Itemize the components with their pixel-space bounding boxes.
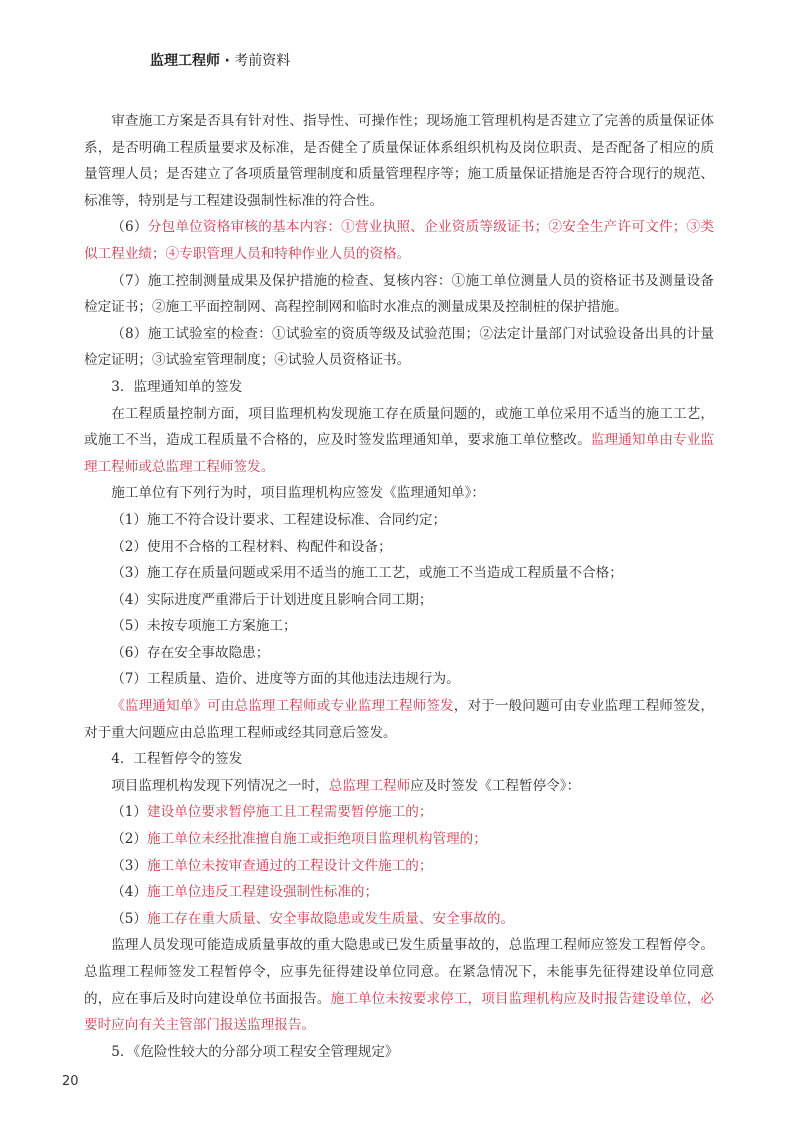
highlighted-text: 施工存在重大质量、安全事故隐患或发生质量、安全事故的。 xyxy=(147,910,515,927)
paragraph xyxy=(84,587,714,614)
paragraph-text: （4）实际进度严重滞后于计划进度且影响合同工期； xyxy=(111,591,433,608)
paragraph-text: （3）施工存在质量问题或采用不适当的施工工艺，或施工不当造成工程质量不合格； xyxy=(111,565,623,582)
paragraph xyxy=(84,507,714,534)
paragraph-text: （3） xyxy=(111,857,148,874)
paragraph-text: 3．监理通知单的签发 xyxy=(111,378,243,395)
paragraph-text: （1）施工不符合设计要求、工程建设标准、合同约定； xyxy=(111,511,447,528)
paragraph xyxy=(84,534,714,561)
highlighted-text: 施工单位未经批准擅自施工或拒绝项目监理机构管理的； xyxy=(147,831,487,848)
highlighted-text: 总监理工程师 xyxy=(328,777,411,794)
page-header xyxy=(150,50,290,70)
highlighted-text: 建设单位要求暂停施工且工程需要暂停施工的； xyxy=(147,804,433,821)
paragraph-text: 审查施工方案是否具有针对性、指导性、可操作性；现场施工管理机构是否建立了完善的质量保证体系，是否明确工程质量要求及标准，是否健全了质量保证体系组织机构及岗位职责、是否配备了相应的质量管理人员；是否建立了各项质量管理制度和质量管理程序等；施工质量保证措施是否符合现行的规范、标准等，特别是与工程建设强制性标准的符合性。 xyxy=(84,113,714,209)
paragraph xyxy=(84,932,714,1038)
paragraph xyxy=(84,214,714,267)
paragraph xyxy=(84,268,714,321)
paragraph xyxy=(84,640,714,667)
paragraph xyxy=(84,401,714,481)
highlighted-text: 施工单位未按要求停工，项目监理机构应及时报告建设单位，必要时应向有关主管部门报送监理报告。 xyxy=(84,990,714,1034)
highlighted-text: 分包单位资格审核的基本内容：①营业执照、企业资质等级证书；②安全生产许可文件；③类似工程业绩；④专职管理人员和特种作业人员的资格。 xyxy=(84,219,714,262)
highlighted-text: 监理通知单由专业监理工程师或总监理工程师签发。 xyxy=(84,432,715,475)
paragraph xyxy=(84,879,714,906)
paragraph-text: 应及时签发《工程暂停令》： xyxy=(410,777,581,794)
header-subtitle: 考前资料 xyxy=(234,53,291,69)
header-title: 监理工程师 xyxy=(150,53,220,69)
highlighted-text: 《监理通知单》可由总监理工程师或专业监理工程师签发 xyxy=(111,698,454,715)
paragraph-text: （6）存在安全事故隐患； xyxy=(111,644,270,661)
paragraph xyxy=(84,480,714,507)
paragraph xyxy=(84,613,714,640)
paragraph-text: （5） xyxy=(111,910,148,927)
paragraph xyxy=(84,826,714,853)
paragraph-text: （8）施工试验室的检查：①试验室的资质等级及试验范围；②法定计量部门对试验设备出具的计量检定证明；③试验室管理制度；④试验人员资格证书。 xyxy=(84,325,714,369)
paragraph xyxy=(84,853,714,880)
highlighted-text: 施工单位未按审查通过的工程设计文件施工的； xyxy=(147,857,433,874)
paragraph xyxy=(84,746,714,773)
paragraph-text: 4．工程暂停令的签发 xyxy=(111,751,243,768)
paragraph-text: （7）施工控制测量成果及保护措施的检查、复核内容：①施工单位测量人员的资格证书及测量设备检定证书；②施工平面控制网、高程控制网和临时水准点的测量成果及控制桩的保护措施。 xyxy=(84,272,714,316)
paragraph-text: （1） xyxy=(111,804,148,821)
header-separator: · xyxy=(224,53,230,69)
paragraph-text: 监理人员发现可能造成质量事故的重大隐患或已发生质量事故的，总监理工程师应签发工程暂停令。总监理工程师签发工程暂停令，应事先征得建设单位同意。在紧急情况下，未能事先征得建设单位同意的，应在事后及时向建设单位书面报告。 xyxy=(84,937,714,1007)
paragraph xyxy=(84,666,714,693)
paragraph-text: （7）工程质量、造价、进度等方面的其他违法违规行为。 xyxy=(111,671,460,688)
paragraph-text: ，对于一般问题可由专业监理工程师签发，对于重大问题应由总监理工程师或经其同意后签发。 xyxy=(84,698,715,741)
paragraph xyxy=(84,693,714,746)
page-number: 20 xyxy=(62,1074,79,1089)
paragraph-text: 项目监理机构发现下列情况之一时， xyxy=(111,777,329,794)
paragraph-text: （6） xyxy=(111,219,148,236)
paragraph-text: （4） xyxy=(111,884,148,901)
paragraph xyxy=(84,1039,714,1066)
paragraph xyxy=(84,321,714,374)
paragraph xyxy=(84,799,714,826)
paragraph xyxy=(84,906,714,933)
paragraph xyxy=(84,773,714,800)
paragraph-text: 5．《危险性较大的分部分项工程安全管理规定》 xyxy=(111,1043,399,1060)
paragraph-text: （5）未按专项施工方案施工； xyxy=(111,618,297,635)
paragraph xyxy=(84,108,714,214)
paragraph-text: 在工程质量控制方面，项目监理机构发现施工存在质量问题的，或施工单位采用不适当的施工工艺，或施工不当，造成工程质量不合格的，应及时签发监理通知单，要求施工单位整改。 xyxy=(84,405,714,449)
paragraph xyxy=(84,374,714,401)
paragraph xyxy=(84,560,714,587)
paragraph-text: 施工单位有下列行为时，项目监理机构应签发《监理通知单》： xyxy=(111,485,486,502)
paragraph-text: （2） xyxy=(111,831,148,848)
page-body xyxy=(84,108,714,1065)
paragraph-text: （2）使用不合格的工程材料、构配件和设备； xyxy=(111,538,392,555)
highlighted-text: 施工单位违反工程建设强制性标准的； xyxy=(147,884,379,901)
